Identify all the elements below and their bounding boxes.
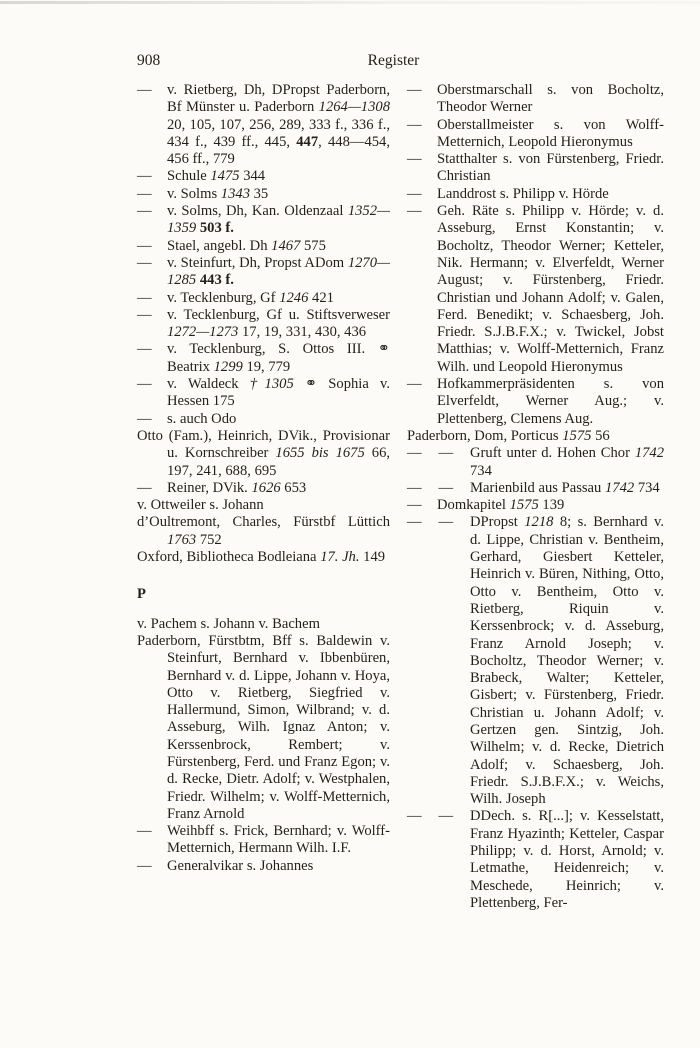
entry-dash: —: [407, 116, 422, 133]
entry-dash: —: [407, 203, 422, 220]
entry-text: DDech. s. R[...]; v. Kesselstatt, Franz Hyazinth; Ketteler, Caspar Philipp; v. d. Horst, Arnold; v. Letmathe, Heidenreich; v. Meschede, Heinrich; v. Plettenberg, Fer-: [470, 808, 664, 911]
entry-text: Hofkammerpräsidenten s. von Elverfeldt, Werner Aug.; v. Plettenberg, Clemens Aug.: [437, 376, 664, 427]
entry-dash: —: [137, 410, 152, 427]
entry-text: Domkapitel 1575 139: [437, 497, 565, 514]
index-entry: [137, 858, 390, 875]
index-entry: [137, 376, 390, 411]
entry-dash: —: [137, 185, 152, 202]
index-entry: [407, 82, 664, 117]
entry-text: v. Tecklenburg, S. Ottos III. ⚭ Beatrix 1299 19, 779: [167, 341, 390, 375]
entry-text: DPropst 1218 8; s. Bernhard v. d. Lippe, Christian v. Bentheim, Gerhard, Giesbert Ketteler, Heinrich v. Büren, Nithing, Otto, Otto v. Bentheim, Otto v. Rietberg, Riquin v. Kerssenbrock; v. d. Asseburg, Franz Arnold Joseph; v. Bocholtz, Theodor Werner; v. Brabeck, Walter; Ketteler, Gisbert; v. Fürstenberg, Friedr. Christian u. Johann Adolf; v. Gertzen gen. Sintzig, Joh. Wilhelm; v. d. Recke, Dietrich Adolf; v. Schaesberg, Joh. Friedr. S.J.B.F.X.; v. Weichs, Wilh. Joseph: [470, 514, 664, 808]
entry-text: Geh. Räte s. Philipp v. Hörde; v. d. Asseburg, Ernst Konstantin; v. Bocholtz, Theodor Werner; Ketteler, Nik. Hermann; v. Elverfeldt, Werner August; v. Fürstenberg, Friedr. Christian und Johann Adolf; v. Galen, Ferd. Benedikt; v. Schaesberg, Joh. Friedr. S.J.B.F.X.; v. Twickel, Jobst Matthias; v. Wolff-Metternich, Franz Wilh. und Leopold Hieronymus: [437, 203, 664, 375]
entry-dash: —: [407, 479, 422, 496]
entry-text: Gruft unter d. Hohen Chor 1742 734: [470, 445, 664, 479]
running-title: Register: [367, 52, 420, 69]
page-header: [137, 52, 664, 72]
entry-text: Landdrost s. Philipp v. Hörde: [437, 185, 609, 202]
index-entry: [137, 549, 390, 566]
index-entry: [407, 497, 664, 514]
entry-dash: —: [137, 479, 152, 496]
index-entry: [137, 341, 390, 376]
index-columns: [137, 82, 664, 912]
entry-text: Oberstallmeister s. von Wolff-Metternich, Leopold Hieronymus: [437, 116, 664, 150]
entry-dash: —: [407, 445, 422, 462]
entry-text: d’Oultremont, Charles, Fürstbf Lüttich 1763 752: [137, 514, 390, 548]
scan-artifact: [0, 1, 700, 4]
entry-text: v. Tecklenburg, Gf 1246 421: [167, 289, 334, 306]
index-entry: [137, 82, 390, 168]
index-entry: [137, 616, 390, 633]
index-entry: [137, 307, 390, 342]
entry-text: Otto (Fam.), Heinrich, DVik., Provisionar u. Kornschreiber 1655 bis 1675 66, 197, 241, 688, 695: [137, 427, 391, 479]
entry-dash: —: [137, 82, 152, 98]
entry-text: s. auch Odo: [167, 410, 237, 427]
entry-text: Oxford, Bibliotheca Bodleiana 17. Jh. 149: [137, 549, 386, 566]
index-entry: [137, 290, 390, 307]
index-entry: [407, 151, 664, 186]
entry-dash: —: [407, 82, 422, 98]
section-heading: [137, 586, 390, 603]
entry-text: Paderborn, Fürstbtm, Bff s. Baldewin v. Steinfurt, Bernhard v. Ibbenbüren, Bernhard v. d. Lippe, Johann v. Hoya, Otto v. Rietberg, Siegfried v. Hallermund, Simon, Wilbrand; v. d. Asseburg, Wilh. Ignaz Anton; v. Kerssenbrock, Rembert; v. Fürstenberg, Ferd. und Franz Egon; v. d. Recke, Dietr. Adolf; v. Westphalen, Friedr. Wilhelm; v. Wolff-Metternich, Franz Arnold: [137, 632, 390, 822]
left-column: [137, 82, 390, 912]
entry-dash: —: [407, 185, 422, 202]
entry-dash: —: [438, 514, 454, 531]
index-entry: [137, 411, 390, 428]
entry-dash: —: [407, 514, 422, 531]
index-entry: [407, 117, 664, 152]
index-entry: [407, 186, 664, 203]
page-number: 908: [137, 52, 161, 69]
entry-dash: —: [137, 306, 152, 323]
index-entry: [137, 633, 390, 823]
index-entry: [407, 480, 664, 497]
entry-dash: —: [137, 341, 152, 358]
index-entry: [407, 514, 664, 808]
entry-dash: —: [407, 808, 422, 825]
index-entry: [137, 823, 390, 858]
entry-dash: —: [137, 376, 152, 393]
entry-text: P: [137, 586, 146, 603]
index-entry: [407, 428, 664, 445]
entry-dash: —: [137, 237, 152, 254]
entry-dash: —: [137, 857, 152, 874]
index-entry: [407, 203, 664, 376]
entry-text: v. Waldeck †1305 ⚭ Sophia v. Hessen 175: [167, 376, 390, 410]
entry-dash: —: [407, 497, 422, 514]
entry-text: v. Steinfurt, Dh, Propst ADom 1270—1285 443 f.: [167, 254, 390, 289]
index-entry: [137, 238, 390, 255]
right-column: [407, 82, 664, 912]
entry-text: Oberstmarschall s. von Bocholtz, Theodor Werner: [437, 82, 664, 116]
entry-text: v. Solms, Dh, Kan. Oldenzaal 1352—1359 503 f.: [167, 203, 390, 237]
index-entry: [137, 203, 390, 238]
index-entry: [137, 480, 390, 497]
entry-text: Weihbff s. Frick, Bernhard; v. Wolff-Metternich, Hermann Wilh. I.F.: [167, 823, 390, 857]
index-entry: [137, 168, 390, 185]
index-entry: [407, 808, 664, 912]
index-entry: [137, 514, 390, 549]
entry-text: Paderborn, Dom, Porticus 1575 56: [407, 427, 610, 444]
index-entry: [407, 445, 664, 480]
entry-text: v. Tecklenburg, Gf u. Stiftsverweser 1272—1273 17, 19, 331, 430, 436: [167, 306, 390, 341]
entry-dash: —: [438, 479, 454, 496]
entry-dash: —: [137, 254, 152, 271]
index-entry: [137, 186, 390, 203]
entry-text: v. Ottweiler s. Johann: [137, 497, 264, 514]
entry-text: Marienbild aus Passau 1742 734: [470, 479, 660, 496]
entry-dash: —: [137, 203, 152, 220]
index-entry: [137, 428, 390, 480]
entry-text: Statthalter s. von Fürstenberg, Friedr. Christian: [437, 151, 664, 185]
entry-dash: —: [407, 376, 422, 393]
entry-text: Generalvikar s. Johannes: [167, 857, 314, 874]
entry-dash: —: [137, 168, 152, 185]
entry-dash: —: [438, 808, 454, 825]
entry-dash: —: [137, 289, 152, 306]
index-entry: [137, 255, 390, 290]
entry-dash: —: [407, 151, 422, 168]
index-entry: [407, 376, 664, 428]
entry-text: Reiner, DVik. 1626 653: [167, 479, 307, 496]
entry-text: Stael, angebl. Dh 1467 575: [167, 237, 326, 254]
entry-dash: —: [137, 823, 152, 840]
entry-text: v. Rietberg, Dh, DPropst Paderborn, Bf Münster u. Paderborn 1264—1308 20, 105, 107, 256, 289, 333 f., 336 f., 434 f., 439 ff., 445, 447, 448—454, 456 ff., 779: [167, 82, 390, 168]
entry-text: Schule 1475 344: [167, 168, 266, 185]
index-entry: [137, 497, 390, 514]
entry-text: v. Solms 1343 35: [167, 185, 269, 202]
entry-dash: —: [438, 445, 454, 462]
entry-text: v. Pachem s. Johann v. Bachem: [137, 615, 320, 632]
